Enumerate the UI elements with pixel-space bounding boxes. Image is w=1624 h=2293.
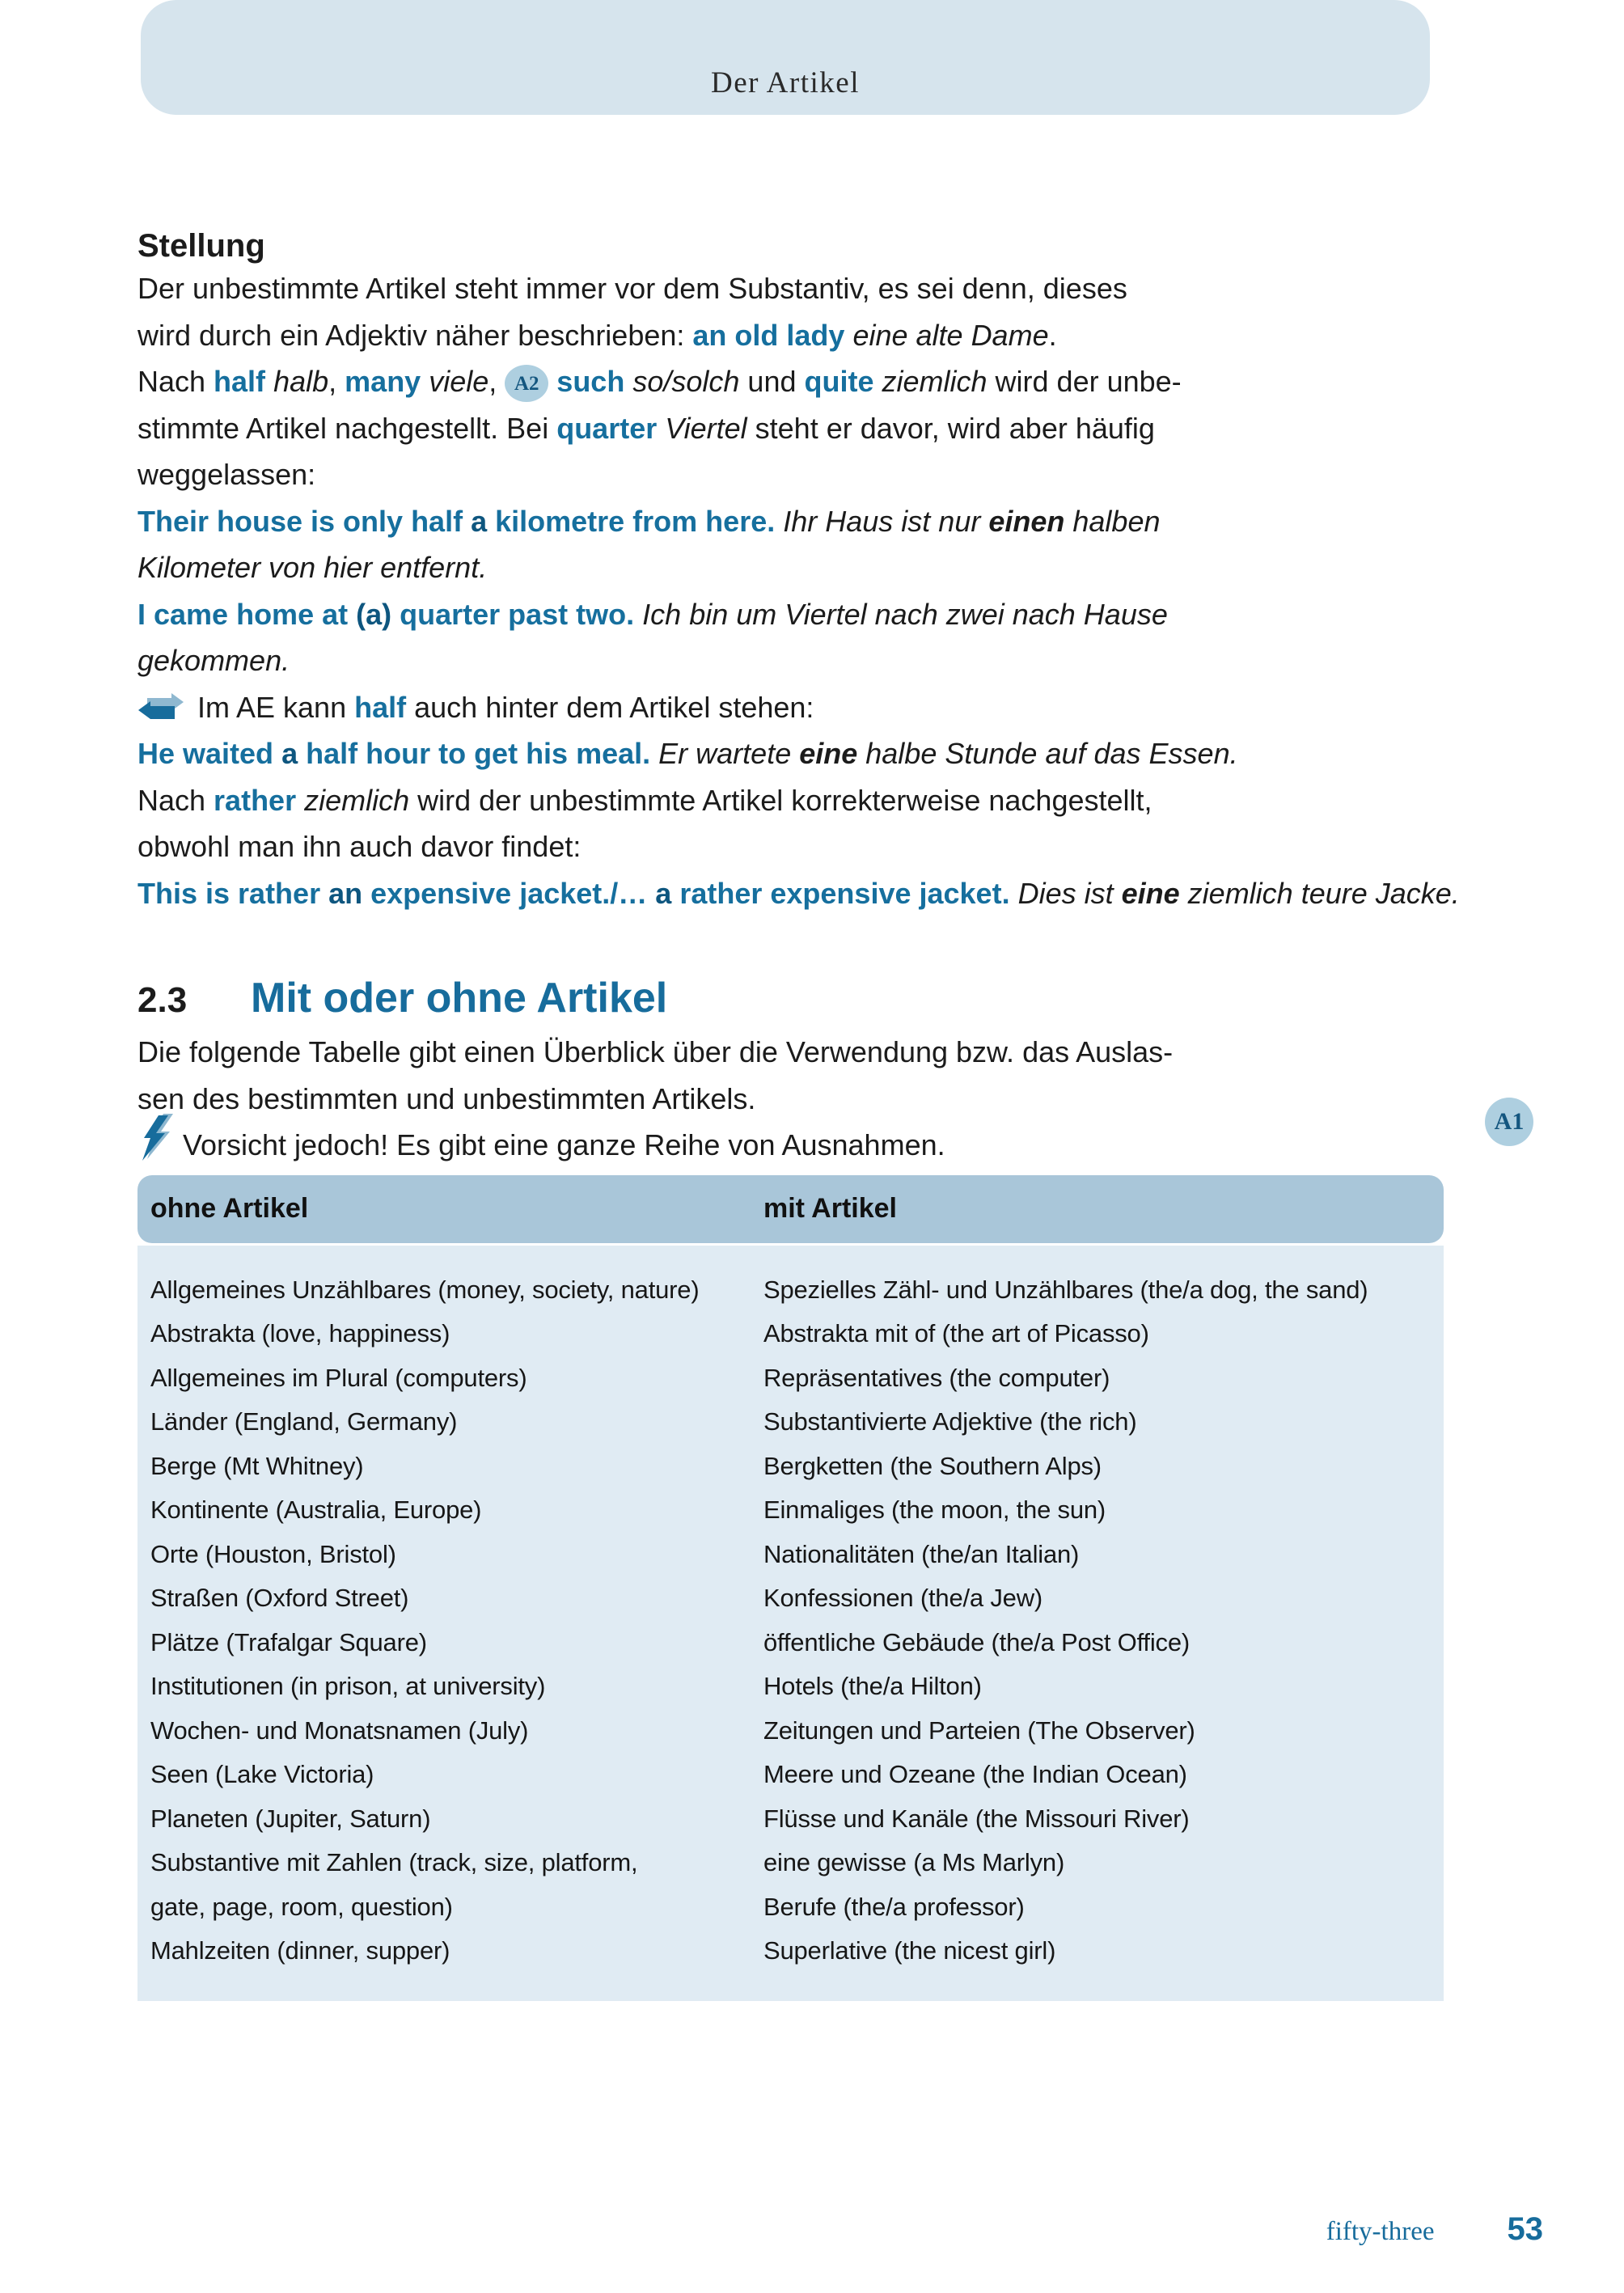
text-segment: quarter xyxy=(556,411,658,445)
text-segment: He waited xyxy=(137,737,282,770)
text-segment: stimmte Artikel nachgestellt. Bei xyxy=(137,411,557,445)
table-line: Spezielles Zähl- und Unzählbares (the/a dog, the sand) xyxy=(763,1275,1368,1304)
table-line: Repräsentatives (the computer) xyxy=(763,1363,1110,1392)
table-line: Konfessionen (the/a Jew) xyxy=(763,1584,1043,1612)
article-usage-table xyxy=(137,1175,1444,2001)
paragraph-table-intro xyxy=(137,1029,1487,1122)
text-segment xyxy=(265,365,273,398)
text-segment: quarter past two. xyxy=(391,597,635,631)
table-line: Flüsse und Kanäle (the Missouri River) xyxy=(763,1804,1190,1833)
text-segment xyxy=(1010,877,1018,910)
table-line: Bergketten (the Southern Alps) xyxy=(763,1451,1102,1480)
paragraph-half-many-such xyxy=(137,358,1487,498)
table-line: Wochen- und Monatsnamen (July) xyxy=(150,1716,529,1745)
text-segment: halb xyxy=(273,365,329,398)
text-segment: ziemlich xyxy=(882,365,988,398)
text-segment: Der unbestimmte Artikel steht immer vor dem Substantiv, es sei denn, dieses xyxy=(137,272,1127,305)
text-segment: wird durch ein Adjektiv näher beschrieben: xyxy=(137,318,693,352)
text-segment: sen des bestimmten und unbestimmten Artikels. xyxy=(137,1081,756,1115)
table-line: Seen (Lake Victoria) xyxy=(150,1760,374,1788)
table-line: Berufe (the/a professor) xyxy=(763,1892,1025,1921)
footer-page-number: 53 xyxy=(1507,2211,1543,2247)
text-segment: an old lady xyxy=(692,318,845,352)
table-line: Berge (Mt Whitney) xyxy=(150,1451,364,1480)
table-line: Meere und Ozeane (the Indian Ocean) xyxy=(763,1760,1187,1788)
section-title: Mit oder ohne Artikel xyxy=(251,975,668,1022)
table-line: Nationalitäten (the/an Italian) xyxy=(763,1539,1080,1568)
text-segment: einen xyxy=(988,504,1065,538)
table-line: gate, page, room, question) xyxy=(150,1892,453,1921)
text-segment: halbe Stunde auf das Essen. xyxy=(857,737,1238,770)
text-segment: half xyxy=(354,690,407,724)
table-line: Planeten (Jupiter, Saturn) xyxy=(150,1804,431,1833)
example-he-waited xyxy=(137,730,1487,777)
text-segment: half hour to get his meal. xyxy=(298,737,651,770)
text-segment: und xyxy=(739,365,805,398)
usage-note-text xyxy=(197,691,814,724)
paragraph-stellung-intro xyxy=(137,265,1487,358)
text-segment: Their house is only half xyxy=(137,504,472,538)
page-header-tab xyxy=(141,0,1430,115)
text-segment: ziemlich teure Jacke. xyxy=(1179,876,1460,910)
stellung-heading: Stellung xyxy=(137,228,265,264)
text-segment: a xyxy=(281,737,298,770)
text-segment: weggelassen: xyxy=(137,458,316,491)
table-header-row xyxy=(137,1175,1444,1243)
table-line: Mahlzeiten (dinner, supper) xyxy=(150,1936,450,1965)
table-line: Institutionen (in prison, at university) xyxy=(150,1672,546,1700)
text-segment: eine xyxy=(1121,876,1180,910)
table-body xyxy=(137,1246,1444,2001)
text-segment: Nach xyxy=(137,783,214,817)
text-segment: I came home at xyxy=(137,597,357,631)
page-footer xyxy=(1326,2211,1543,2248)
text-segment: auch hinter dem Artikel stehen: xyxy=(406,690,814,724)
text-segment: Kilometer von hier entfernt. xyxy=(137,551,488,584)
text-segment: eine alte Dame xyxy=(852,318,1049,352)
table-line: eine gewisse (a Ms Marlyn) xyxy=(763,1848,1065,1876)
level-badge-a1-label: A1 xyxy=(1494,1108,1525,1135)
table-line: Straßen (Oxford Street) xyxy=(150,1584,409,1612)
example-their-house xyxy=(137,498,1487,591)
example-quarter-past-two xyxy=(137,591,1487,684)
table-line: Orte (Houston, Bristol) xyxy=(150,1539,396,1568)
text-segment: rather expensive jacket. xyxy=(671,876,1010,910)
text-segment: an xyxy=(328,876,363,910)
text-segment: Ich bin um Viertel nach zwei nach Hause xyxy=(642,597,1168,631)
text-segment: a xyxy=(655,876,672,910)
warning-text xyxy=(183,1128,945,1161)
text-segment xyxy=(874,365,882,398)
text-segment: ziemlich xyxy=(304,783,410,817)
text-segment: many xyxy=(345,365,421,398)
table-line: öffentliche Gebäude (the/a Post Office) xyxy=(763,1627,1190,1656)
text-segment: rather xyxy=(214,783,297,817)
text-segment xyxy=(657,412,665,445)
text-segment xyxy=(296,784,304,817)
footer-page-word: fifty-three xyxy=(1326,2217,1435,2246)
text-segment: kilometre from here. xyxy=(487,504,776,538)
table-line: Substantivierte Adjektive (the rich) xyxy=(763,1407,1137,1436)
text-segment: halben xyxy=(1064,504,1161,538)
text-segment: Vorsicht jedoch! Es gibt eine ganze Reihe von Ausnahmen. xyxy=(183,1128,945,1161)
text-segment xyxy=(634,598,642,631)
text-segment: obwohl man ihn auch davor findet: xyxy=(137,830,582,863)
text-segment: This is rather xyxy=(137,876,329,910)
table-column-with-article xyxy=(763,1268,1431,1974)
text-segment: Die folgende Tabelle gibt einen Überblick über die Verwendung bzw. das Auslas- xyxy=(137,1035,1174,1068)
text-segment xyxy=(548,365,556,398)
section-heading-2-3 xyxy=(137,970,1487,1029)
lightning-icon xyxy=(137,1112,176,1176)
text-segment xyxy=(844,319,852,352)
column-header-mit-artikel: mit Artikel xyxy=(763,1193,898,1224)
usage-note-american-english xyxy=(137,684,1487,731)
table-line: Abstrakta mit of (the art of Picasso) xyxy=(763,1319,1149,1347)
text-segment xyxy=(421,365,429,398)
text-segment: , xyxy=(488,365,505,398)
table-line: Zeitungen und Parteien (The Observer) xyxy=(763,1716,1195,1745)
table-line: Länder (England, Germany) xyxy=(150,1407,458,1436)
table-line: Plätze (Trafalgar Square) xyxy=(150,1627,427,1656)
text-segment: Ihr Haus ist nur xyxy=(783,504,989,538)
table-column-without-article xyxy=(150,1268,763,1974)
double-arrow-icon xyxy=(137,692,184,738)
example-rather-jacket xyxy=(137,870,1487,917)
text-segment: wird der unbestimmte Artikel korrekterweise nachgestellt, xyxy=(409,783,1152,817)
text-segment: eine xyxy=(799,737,858,770)
text-segment: such xyxy=(556,365,625,398)
text-segment: half xyxy=(214,365,266,398)
table-line: Hotels (the/a Hilton) xyxy=(763,1672,982,1700)
text-segment: Dies ist xyxy=(1017,876,1122,910)
text-segment: Er wartete xyxy=(658,737,800,770)
text-segment: . xyxy=(1048,318,1057,352)
page-header-title: Der Artikel xyxy=(711,66,860,99)
text-segment xyxy=(775,505,783,538)
text-segment: steht er davor, wird aber häufig xyxy=(746,411,1155,445)
table-line: Kontinente (Australia, Europe) xyxy=(150,1496,482,1524)
text-segment: so/solch xyxy=(632,365,740,398)
text-segment: viele xyxy=(429,365,489,398)
table-line: Allgemeines im Plural (computers) xyxy=(150,1363,527,1392)
table-line: Einmaliges (the moon, the sun) xyxy=(763,1496,1106,1524)
section-number: 2.3 xyxy=(137,980,188,1020)
page-content xyxy=(137,115,1487,2001)
text-segment: quite xyxy=(804,365,874,398)
text-segment: , xyxy=(328,365,345,398)
text-segment: Nach xyxy=(137,365,214,398)
text-segment: Im AE kann xyxy=(197,690,355,724)
table-line: Abstrakta (love, happiness) xyxy=(150,1319,450,1347)
level-badge-a2: A2 xyxy=(505,365,548,402)
level-badge-a1 xyxy=(1485,1098,1533,1146)
text-segment xyxy=(624,365,632,398)
paragraph-rather xyxy=(137,777,1487,870)
text-segment: expensive jacket./… xyxy=(362,876,656,910)
table-line: Allgemeines Unzählbares (money, society, nature) xyxy=(150,1275,700,1304)
text-segment xyxy=(650,737,658,770)
text-segment: wird der unbe- xyxy=(987,365,1182,398)
warning-line xyxy=(137,1122,1487,1169)
text-segment: (a) xyxy=(356,597,392,631)
table-line: Substantive mit Zahlen (track, size, platform, xyxy=(150,1848,638,1876)
text-segment: a xyxy=(471,504,488,538)
column-header-ohne-artikel: ohne Artikel xyxy=(150,1193,309,1224)
text-segment: gekommen. xyxy=(137,644,290,677)
text-segment: Viertel xyxy=(665,411,747,445)
table-line: Superlative (the nicest girl) xyxy=(763,1936,1056,1965)
